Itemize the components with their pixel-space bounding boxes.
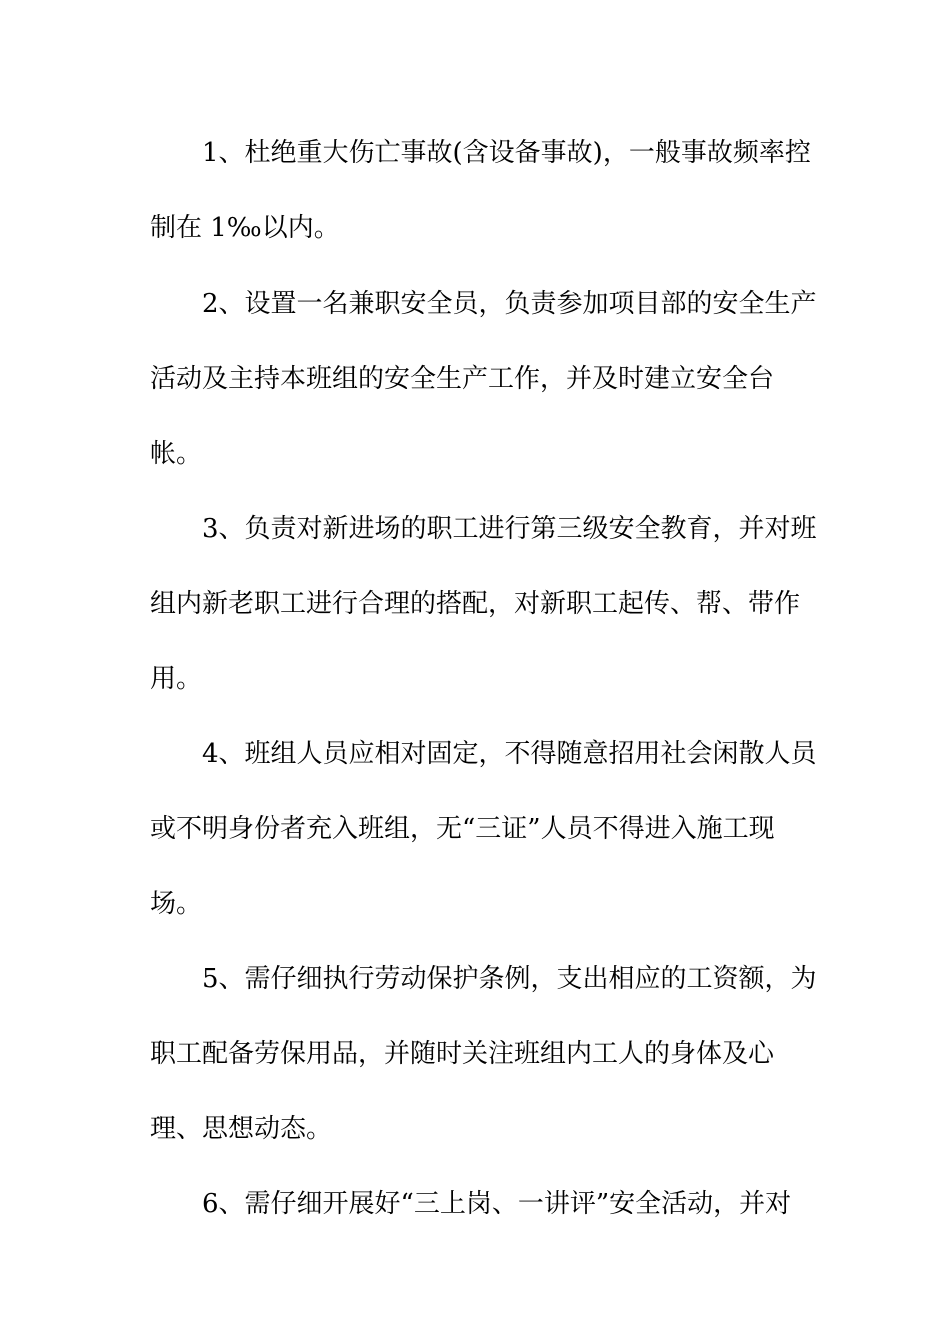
paragraph-5-line-2: 职工配备劳保用品，并随时关注班组内工人的身体及心 (150, 1039, 775, 1069)
paragraph-5-line-3: 理、思想动态。 (150, 1114, 333, 1144)
paragraph-2-line-1: 2、设置一名兼职安全员，负责参加项目部的安全生产 (202, 289, 817, 319)
paragraph-5-line-1: 5、需仔细执行劳动保护条例，支出相应的工资额，为 (202, 964, 817, 994)
paragraph-3-line-3: 用。 (150, 664, 203, 694)
paragraph-4-line-3: 场。 (150, 889, 203, 919)
paragraph-6-line-1: 6、需仔细开展好“三上岗、一讲评”安全活动，并对 (202, 1189, 792, 1219)
paragraph-2-line-2: 活动及主持本班组的安全生产工作，并及时建立安全台 (150, 364, 775, 394)
paragraph-4-line-2: 或不明身份者充入班组，无“三证”人员不得进入施工现 (150, 814, 775, 844)
paragraph-1-line-2: 制在 1‰以内。 (150, 213, 340, 243)
paragraph-1-line-1: 1、杜绝重大伤亡事故(含设备事故)，一般事故频率控 (202, 138, 811, 168)
paragraph-2-line-3: 帐。 (150, 439, 203, 469)
paragraph-3-line-1: 3、负责对新进场的职工进行第三级安全教育，并对班 (202, 514, 817, 544)
paragraph-4-line-1: 4、班组人员应相对固定，不得随意招用社会闲散人员 (202, 739, 817, 769)
paragraph-3-line-2: 组内新老职工进行合理的搭配，对新职工起传、帮、带作 (150, 589, 801, 619)
